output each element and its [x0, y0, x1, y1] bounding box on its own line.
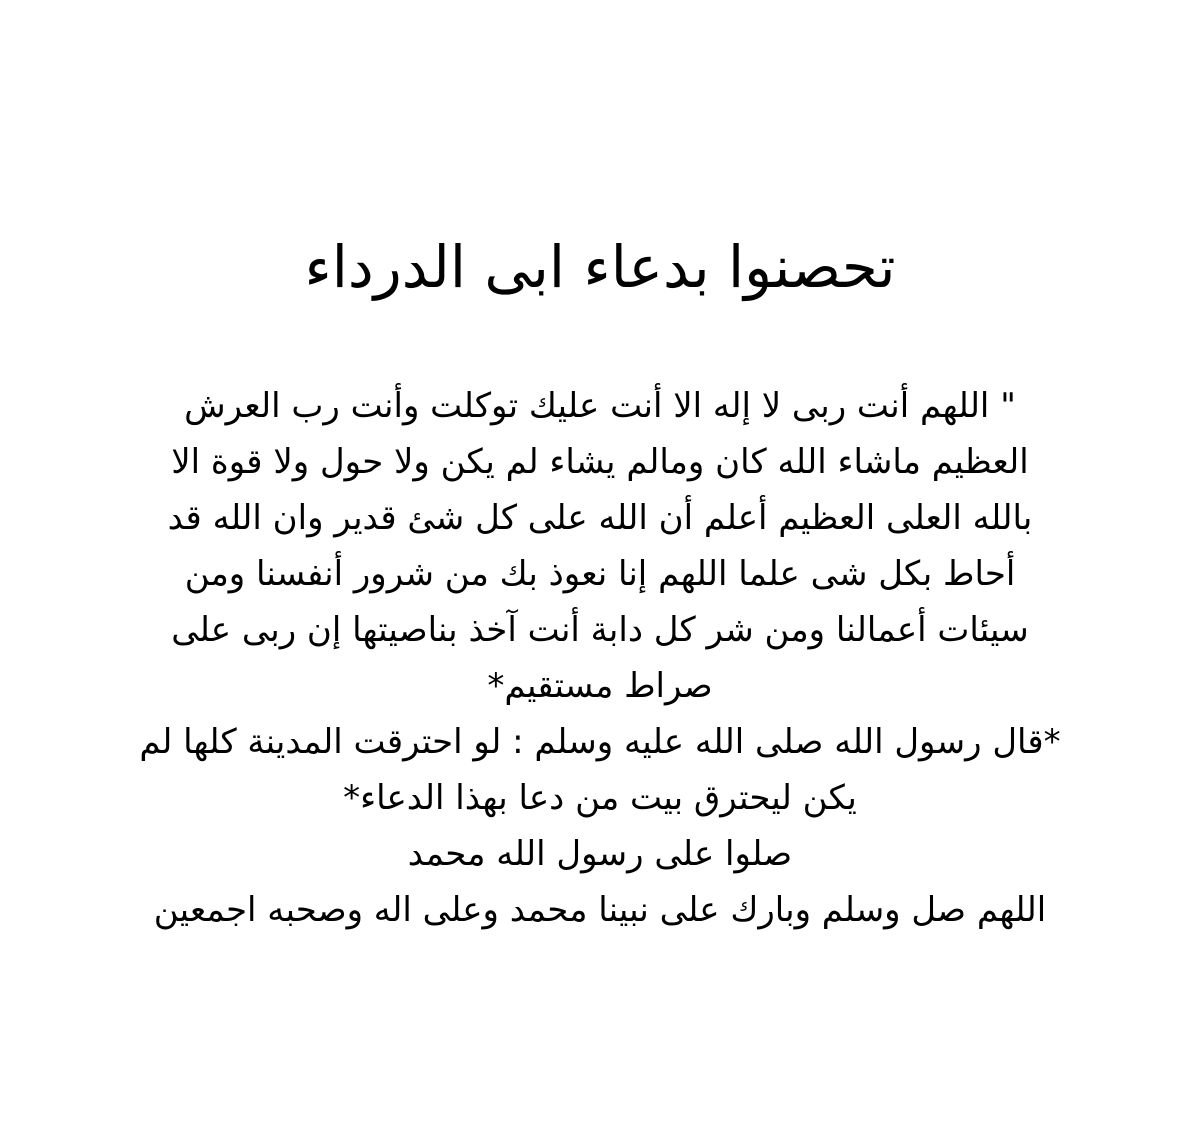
text-line: صراط مستقيم* [487, 666, 713, 706]
dua-text [130, 378, 1070, 938]
text-line: العظيم ماشاء الله كان ومالم يشاء لم يكن ولا حول ولا قوة الا [171, 442, 1029, 482]
text-line: يكن ليحترق بيت من دعا بهذا الدعاء* [343, 778, 857, 818]
text-line: بالله العلى العظيم أعلم أن الله على كل شئ قدير وان الله قد [167, 498, 1033, 538]
text-line: " اللهم أنت ربى لا إله الا أنت عليك توكلت وأنت رب العرش [184, 386, 1016, 426]
page-title: تحصنوا بدعاء ابى الدرداء [304, 233, 896, 301]
text-line: *قال رسول الله صلى الله عليه وسلم : لو احترقت المدينة كلها لم [139, 722, 1061, 762]
text-line: أحاط بكل شى علما اللهم إنا نعوذ بك من شرور أنفسنا ومن [184, 554, 1016, 594]
text-line: اللهم صل وسلم وبارك على نبينا محمد وعلى اله وصحبه اجمعين [153, 890, 1047, 930]
text-line: سيئات أعمالنا ومن شر كل دابة أنت آخذ بناصيتها إن ربى على [171, 610, 1029, 650]
text-line: صلوا على رسول الله محمد [407, 834, 793, 874]
